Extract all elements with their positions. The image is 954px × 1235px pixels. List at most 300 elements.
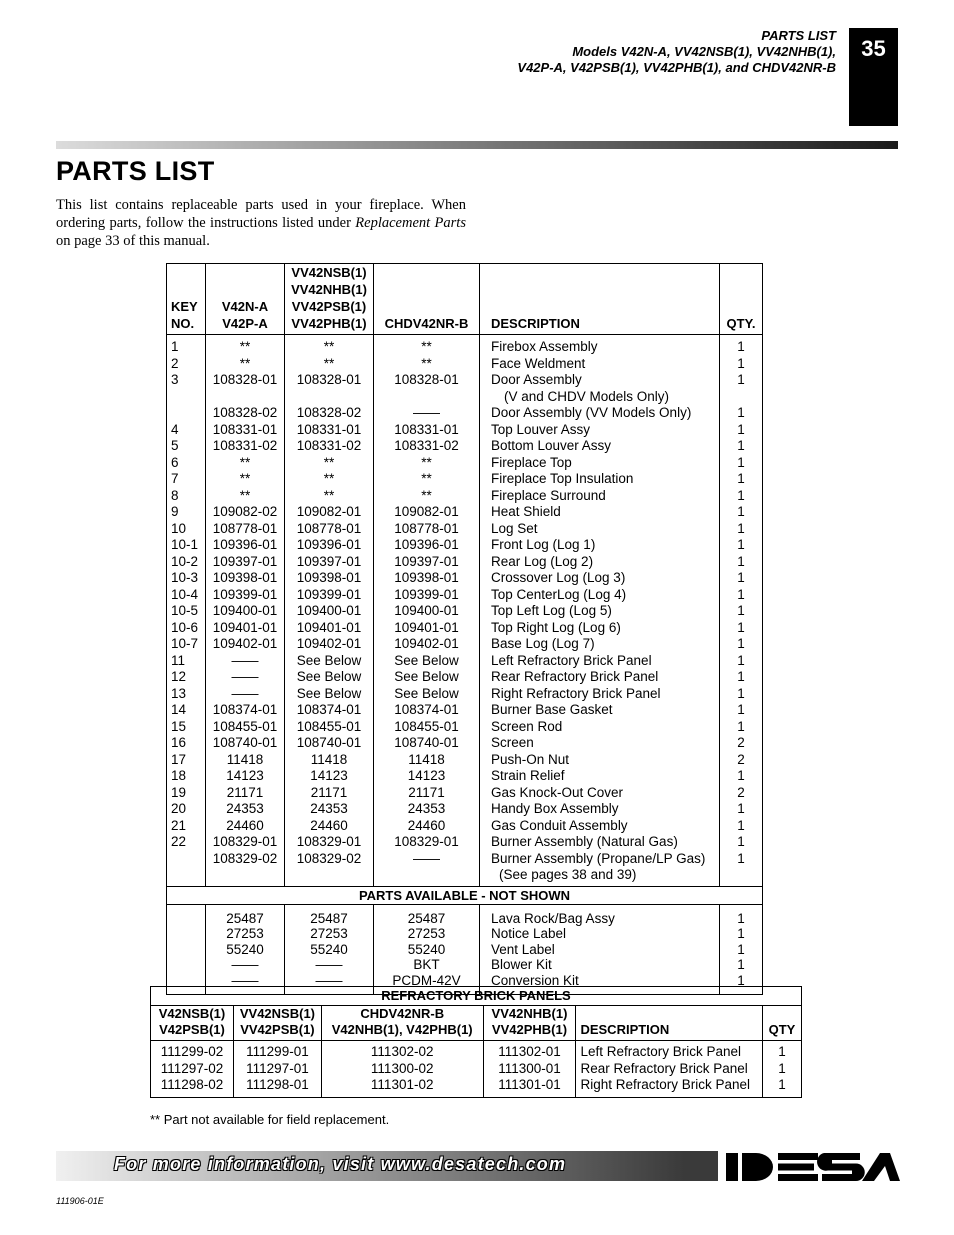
- part-qty: 2: [720, 784, 763, 801]
- header-chdv: CHDV42NR-B: [374, 264, 480, 335]
- part-qty: 1: [720, 800, 763, 817]
- part-number-v42: **: [206, 335, 285, 355]
- part-key-number: 10-6: [167, 619, 206, 636]
- ns-part-number-v42: 25487: [206, 904, 285, 926]
- header-text: [517, 28, 836, 76]
- part-number-vv42: 108331-02: [285, 437, 374, 454]
- document-number: 111906-01E: [56, 1196, 104, 1206]
- part-description: Face Weldment: [480, 355, 720, 372]
- part-number-chdv: [374, 866, 480, 886]
- ns-part-description: Lava Rock/Bag Assy: [480, 904, 720, 926]
- part-description: Right Refractory Brick Panel: [480, 685, 720, 702]
- part-number-chdv: 109399-01: [374, 586, 480, 603]
- part-number-chdv: 108455-01: [374, 718, 480, 735]
- part-qty: 1: [720, 701, 763, 718]
- part-qty: 1: [720, 652, 763, 669]
- part-key-number: 7: [167, 470, 206, 487]
- part-number-v42: 109396-01: [206, 536, 285, 553]
- part-description: Push-On Nut: [480, 751, 720, 768]
- part-description: Rear Log (Log 2): [480, 553, 720, 570]
- part-number-chdv: ——: [374, 850, 480, 867]
- part-qty: 2: [720, 751, 763, 768]
- part-key-number: 13: [167, 685, 206, 702]
- part-key-number: 5: [167, 437, 206, 454]
- part-number-chdv: **: [374, 355, 480, 372]
- parts-row: [167, 817, 763, 834]
- parts-row: [167, 371, 763, 388]
- part-key-number: 15: [167, 718, 206, 735]
- part-qty: [720, 388, 763, 405]
- part-number-vv42: [285, 388, 374, 405]
- parts-row: [167, 619, 763, 636]
- part-number-chdv: 108778-01: [374, 520, 480, 537]
- ns-part-number-vv42: ——: [285, 957, 374, 973]
- part-number-v42: 11418: [206, 751, 285, 768]
- part-qty: 1: [720, 454, 763, 471]
- parts-row: [167, 503, 763, 520]
- part-number-vv42: 109402-01: [285, 635, 374, 652]
- part-description: Door Assembly (VV Models Only): [480, 404, 720, 421]
- part-number-chdv: 14123: [374, 767, 480, 784]
- part-qty: 1: [720, 520, 763, 537]
- ns-part-number-vv42: 27253: [285, 926, 374, 942]
- part-number-v42: 108331-02: [206, 437, 285, 454]
- ns-part-number-chdv: PCDM-42V: [374, 973, 480, 995]
- part-description: Door Assembly: [480, 371, 720, 388]
- part-number-chdv: See Below: [374, 652, 480, 669]
- refractory-title-row: [151, 987, 802, 1006]
- ns-part-qty: 1: [720, 957, 763, 973]
- part-qty: 1: [720, 487, 763, 504]
- ns-part-number-vv42: 55240: [285, 942, 374, 958]
- part-description: Burner Assembly (Natural Gas): [480, 833, 720, 850]
- parts-row: [167, 784, 763, 801]
- parts-row: [167, 734, 763, 751]
- part-number-vv42: 24460: [285, 817, 374, 834]
- models-line-2: V42P-A, V42PSB(1), VV42PHB(1), and CHDV42NR-B: [517, 60, 836, 75]
- part-number-vv42: See Below: [285, 685, 374, 702]
- part-number-vv42: 108328-02: [285, 404, 374, 421]
- ns-part-number-v42: ——: [206, 957, 285, 973]
- parts-row: [167, 437, 763, 454]
- refr-desc-cell: Left Refractory Brick Panel Rear Refractory Brick Panel Right Refractory Brick Panel: [576, 1041, 763, 1098]
- parts-row: [167, 602, 763, 619]
- part-number-vv42: **: [285, 470, 374, 487]
- part-key-number: 21: [167, 817, 206, 834]
- ns-part-qty: 1: [720, 926, 763, 942]
- part-number-vv42: 108331-01: [285, 421, 374, 438]
- parts-row: [167, 536, 763, 553]
- part-number-v42: 14123: [206, 767, 285, 784]
- part-number-vv42: See Below: [285, 668, 374, 685]
- parts-row: [167, 470, 763, 487]
- part-number-v42: 109398-01: [206, 569, 285, 586]
- part-qty: 1: [720, 335, 763, 355]
- refractory-title: REFRACTORY BRICK PANELS: [151, 987, 802, 1006]
- header-divider-bar: [56, 141, 898, 149]
- part-number-v42: 109402-01: [206, 635, 285, 652]
- part-qty: 1: [720, 371, 763, 388]
- parts-row: [167, 718, 763, 735]
- part-key-number: 10: [167, 520, 206, 537]
- part-key-number: 1: [167, 335, 206, 355]
- refr-col1-cell: 111299-02 111297-02 111298-02: [151, 1041, 234, 1098]
- part-description: Fireplace Surround: [480, 487, 720, 504]
- part-qty: 1: [720, 586, 763, 603]
- ns-part-number-chdv: BKT: [374, 957, 480, 973]
- not-shown-row: [167, 942, 763, 958]
- part-number-chdv: ——: [374, 404, 480, 421]
- part-key-number: 6: [167, 454, 206, 471]
- refr-col3-cell: 111302-02 111300-02 111301-02: [321, 1041, 483, 1098]
- ns-part-description: Conversion Kit: [480, 973, 720, 995]
- ns-part-number-v42: 55240: [206, 942, 285, 958]
- not-shown-title: PARTS AVAILABLE - NOT SHOWN: [167, 886, 763, 904]
- part-qty: 1: [720, 404, 763, 421]
- part-qty: 1: [720, 536, 763, 553]
- part-number-vv42: **: [285, 487, 374, 504]
- part-description: Log Set: [480, 520, 720, 537]
- not-shown-key-empty: [167, 904, 206, 926]
- part-number-vv42: 11418: [285, 751, 374, 768]
- part-number-vv42: 109396-01: [285, 536, 374, 553]
- intro-text-after: on page 33 of this manual.: [56, 233, 210, 249]
- part-key-number: [167, 850, 206, 867]
- header-key-no: KEY NO.: [167, 264, 206, 335]
- part-key-number: 17: [167, 751, 206, 768]
- ns-part-number-chdv: 25487: [374, 904, 480, 926]
- refr-col4-cell: 111302-01 111300-01 111301-01: [483, 1041, 576, 1098]
- part-key-number: 14: [167, 701, 206, 718]
- part-key-number: 9: [167, 503, 206, 520]
- part-number-vv42: 108328-01: [285, 371, 374, 388]
- parts-row: [167, 635, 763, 652]
- part-description: (V and CHDV Models Only): [480, 388, 720, 405]
- ns-part-description: Notice Label: [480, 926, 720, 942]
- part-qty: 1: [720, 833, 763, 850]
- part-number-vv42: 109397-01: [285, 553, 374, 570]
- parts-row: [167, 668, 763, 685]
- part-qty: 1: [720, 635, 763, 652]
- part-number-chdv: 108374-01: [374, 701, 480, 718]
- part-number-vv42: **: [285, 454, 374, 471]
- refr-header-description: DESCRIPTION: [576, 1006, 763, 1041]
- refr-header-col4: VV42NHB(1) VV42PHB(1): [483, 1006, 576, 1041]
- part-number-v42: 109400-01: [206, 602, 285, 619]
- header-vv42: VV42NSB(1) VV42NHB(1) VV42PSB(1) VV42PHB(1): [285, 264, 374, 335]
- part-description: Base Log (Log 7): [480, 635, 720, 652]
- part-key-number: 3: [167, 371, 206, 388]
- part-key-number: 10-1: [167, 536, 206, 553]
- part-number-v42: **: [206, 487, 285, 504]
- part-number-chdv: 109397-01: [374, 553, 480, 570]
- part-number-v42: 108329-01: [206, 833, 285, 850]
- part-number-chdv: 109400-01: [374, 602, 480, 619]
- part-description: Front Log (Log 1): [480, 536, 720, 553]
- part-qty: 1: [720, 553, 763, 570]
- page-title: PARTS LIST: [56, 156, 215, 186]
- part-number-vv42: 109398-01: [285, 569, 374, 586]
- part-number-chdv: 108329-01: [374, 833, 480, 850]
- part-number-v42: 109397-01: [206, 553, 285, 570]
- footnote: ** Part not available for field replacement.: [150, 1112, 390, 1127]
- parts-row: [167, 866, 763, 886]
- not-shown-row: [167, 904, 763, 926]
- refr-col2-cell: 111299-01 111297-01 111298-01: [233, 1041, 321, 1098]
- parts-table: [166, 263, 763, 995]
- part-key-number: 10-7: [167, 635, 206, 652]
- parts-row: [167, 388, 763, 405]
- part-number-chdv: 21171: [374, 784, 480, 801]
- part-key-number: 2: [167, 355, 206, 372]
- part-number-v42: 108455-01: [206, 718, 285, 735]
- part-number-v42: [206, 866, 285, 886]
- ns-part-qty: 1: [720, 973, 763, 995]
- part-description: Strain Relief: [480, 767, 720, 784]
- part-qty: [720, 866, 763, 886]
- refr-header-col1: V42NSB(1) V42PSB(1): [151, 1006, 234, 1041]
- part-number-chdv: 109402-01: [374, 635, 480, 652]
- part-number-v42: 108328-01: [206, 371, 285, 388]
- part-number-chdv: 109401-01: [374, 619, 480, 636]
- refr-qty-cell: 1 1 1: [762, 1041, 801, 1098]
- part-number-vv42: 108329-02: [285, 850, 374, 867]
- part-description: Top CenterLog (Log 4): [480, 586, 720, 603]
- refractory-table: [150, 986, 802, 1098]
- part-qty: 2: [720, 734, 763, 751]
- part-number-chdv: 108740-01: [374, 734, 480, 751]
- part-number-v42: **: [206, 355, 285, 372]
- part-qty: 1: [720, 767, 763, 784]
- part-key-number: 10-4: [167, 586, 206, 603]
- parts-row: [167, 751, 763, 768]
- part-number-chdv: 24353: [374, 800, 480, 817]
- parts-row: [167, 335, 763, 355]
- part-number-chdv: See Below: [374, 685, 480, 702]
- part-number-vv42: 109401-01: [285, 619, 374, 636]
- part-number-vv42: **: [285, 355, 374, 372]
- part-number-v42: 108778-01: [206, 520, 285, 537]
- parts-row: [167, 421, 763, 438]
- part-qty: 1: [720, 619, 763, 636]
- not-shown-rows: [167, 904, 763, 995]
- part-description: Heat Shield: [480, 503, 720, 520]
- not-shown-key-empty: [167, 957, 206, 973]
- models-line-1: Models V42N-A, VV42NSB(1), VV42NHB(1),: [572, 44, 836, 59]
- header-v42: V42N-A V42P-A: [206, 264, 285, 335]
- part-number-vv42: 14123: [285, 767, 374, 784]
- part-number-v42: [206, 388, 285, 405]
- part-description: Top Louver Assy: [480, 421, 720, 438]
- part-qty: 1: [720, 470, 763, 487]
- part-number-v42: 108329-02: [206, 850, 285, 867]
- part-qty: 1: [720, 850, 763, 867]
- not-shown-row: [167, 957, 763, 973]
- part-key-number: 11: [167, 652, 206, 669]
- ns-part-number-chdv: 55240: [374, 942, 480, 958]
- part-description: Fireplace Top: [480, 454, 720, 471]
- part-number-chdv: 108331-01: [374, 421, 480, 438]
- part-number-v42: 108328-02: [206, 404, 285, 421]
- parts-row: [167, 355, 763, 372]
- part-key-number: 12: [167, 668, 206, 685]
- part-description: (See pages 38 and 39): [480, 866, 720, 886]
- part-description: Fireplace Top Insulation: [480, 470, 720, 487]
- part-key-number: [167, 866, 206, 886]
- parts-row: [167, 767, 763, 784]
- parts-rows: [167, 335, 763, 887]
- part-number-chdv: 24460: [374, 817, 480, 834]
- part-description: Handy Box Assembly: [480, 800, 720, 817]
- part-number-v42: 108331-01: [206, 421, 285, 438]
- part-number-v42: 109082-02: [206, 503, 285, 520]
- parts-row: [167, 652, 763, 669]
- part-number-v42: 109399-01: [206, 586, 285, 603]
- part-number-chdv: 108328-01: [374, 371, 480, 388]
- part-key-number: 16: [167, 734, 206, 751]
- part-number-v42: 24353: [206, 800, 285, 817]
- part-number-v42: 109401-01: [206, 619, 285, 636]
- part-number-vv42: **: [285, 335, 374, 355]
- ns-part-number-chdv: 27253: [374, 926, 480, 942]
- not-shown-key-empty: [167, 926, 206, 942]
- part-key-number: 8: [167, 487, 206, 504]
- parts-row: [167, 701, 763, 718]
- header-qty: QTY.: [720, 264, 763, 335]
- part-number-chdv: **: [374, 470, 480, 487]
- part-number-v42: ——: [206, 652, 285, 669]
- parts-row: [167, 487, 763, 504]
- parts-row: [167, 685, 763, 702]
- part-description: Burner Base Gasket: [480, 701, 720, 718]
- part-qty: 1: [720, 602, 763, 619]
- part-number-chdv: **: [374, 487, 480, 504]
- part-number-vv42: 108374-01: [285, 701, 374, 718]
- intro-text-before: This list contains replaceable parts used in your fireplace. When ordering parts, follow the instructions listed under: [56, 197, 466, 231]
- intro-emphasis: Replacement Parts: [355, 215, 466, 231]
- part-qty: 1: [720, 685, 763, 702]
- desa-logo: [722, 1150, 900, 1184]
- ns-part-number-v42: ——: [206, 973, 285, 995]
- part-number-vv42: 108455-01: [285, 718, 374, 735]
- parts-row: [167, 850, 763, 867]
- parts-row: [167, 553, 763, 570]
- part-description: Screen Rod: [480, 718, 720, 735]
- part-key-number: 20: [167, 800, 206, 817]
- part-qty: 1: [720, 437, 763, 454]
- part-number-chdv: **: [374, 454, 480, 471]
- ns-part-number-vv42: 25487: [285, 904, 374, 926]
- ns-part-description: Vent Label: [480, 942, 720, 958]
- part-description: Burner Assembly (Propane/LP Gas): [480, 850, 720, 867]
- part-description: Left Refractory Brick Panel: [480, 652, 720, 669]
- part-key-number: 18: [167, 767, 206, 784]
- part-description: Gas Conduit Assembly: [480, 817, 720, 834]
- part-number-chdv: 109398-01: [374, 569, 480, 586]
- ns-part-number-v42: 27253: [206, 926, 285, 942]
- part-number-vv42: 109082-01: [285, 503, 374, 520]
- part-key-number: 10-3: [167, 569, 206, 586]
- parts-row: [167, 833, 763, 850]
- header-description: DESCRIPTION: [480, 264, 720, 335]
- part-number-vv42: 21171: [285, 784, 374, 801]
- part-number-vv42: See Below: [285, 652, 374, 669]
- part-qty: 1: [720, 668, 763, 685]
- page-number-box: [849, 28, 898, 126]
- part-key-number: [167, 388, 206, 405]
- part-number-vv42: 108329-01: [285, 833, 374, 850]
- ns-part-description: Blower Kit: [480, 957, 720, 973]
- ns-part-qty: 1: [720, 942, 763, 958]
- part-description: Crossover Log (Log 3): [480, 569, 720, 586]
- part-number-v42: **: [206, 454, 285, 471]
- part-number-vv42: 109400-01: [285, 602, 374, 619]
- parts-row: [167, 454, 763, 471]
- refr-header-col3: CHDV42NR-B V42NHB(1), V42PHB(1): [321, 1006, 483, 1041]
- part-qty: 1: [720, 421, 763, 438]
- part-number-v42: ——: [206, 685, 285, 702]
- part-key-number: 10-2: [167, 553, 206, 570]
- part-qty: 1: [720, 569, 763, 586]
- part-description: Bottom Louver Assy: [480, 437, 720, 454]
- ns-part-qty: 1: [720, 904, 763, 926]
- part-qty: 1: [720, 503, 763, 520]
- part-number-chdv: See Below: [374, 668, 480, 685]
- part-key-number: 4: [167, 421, 206, 438]
- ns-part-number-vv42: ——: [285, 973, 374, 995]
- part-description: Rear Refractory Brick Panel: [480, 668, 720, 685]
- parts-header-row: [167, 264, 763, 335]
- footer-website-link[interactable]: For more information, visit www.desatech.com: [114, 1154, 567, 1174]
- part-number-vv42: 24353: [285, 800, 374, 817]
- parts-row: [167, 520, 763, 537]
- part-number-v42: 24460: [206, 817, 285, 834]
- part-description: Gas Knock-Out Cover: [480, 784, 720, 801]
- part-key-number: [167, 404, 206, 421]
- part-number-chdv: 108331-02: [374, 437, 480, 454]
- refractory-header-row: [151, 1006, 802, 1041]
- part-qty: 1: [720, 718, 763, 735]
- part-number-vv42: 109399-01: [285, 586, 374, 603]
- part-number-chdv: [374, 388, 480, 405]
- part-number-v42: 108740-01: [206, 734, 285, 751]
- refractory-data-row: [151, 1041, 802, 1098]
- part-number-chdv: 109082-01: [374, 503, 480, 520]
- parts-row: [167, 586, 763, 603]
- part-number-v42: ——: [206, 668, 285, 685]
- part-qty: 1: [720, 355, 763, 372]
- part-number-v42: 108374-01: [206, 701, 285, 718]
- parts-row: [167, 569, 763, 586]
- parts-row: [167, 800, 763, 817]
- part-description: Top Left Log (Log 5): [480, 602, 720, 619]
- section-label: PARTS LIST: [761, 28, 836, 43]
- refr-header-col2: VV42NSB(1) VV42PSB(1): [233, 1006, 321, 1041]
- part-description: Firebox Assembly: [480, 335, 720, 355]
- part-qty: 1: [720, 817, 763, 834]
- part-number-vv42: [285, 866, 374, 886]
- not-shown-row: [167, 926, 763, 942]
- part-key-number: 19: [167, 784, 206, 801]
- part-number-vv42: 108778-01: [285, 520, 374, 537]
- part-number-chdv: **: [374, 335, 480, 355]
- not-shown-key-empty: [167, 942, 206, 958]
- page-number: 35: [861, 36, 886, 61]
- part-number-chdv: 109396-01: [374, 536, 480, 553]
- parts-row: [167, 404, 763, 421]
- part-description: Top Right Log (Log 6): [480, 619, 720, 636]
- part-description: Screen: [480, 734, 720, 751]
